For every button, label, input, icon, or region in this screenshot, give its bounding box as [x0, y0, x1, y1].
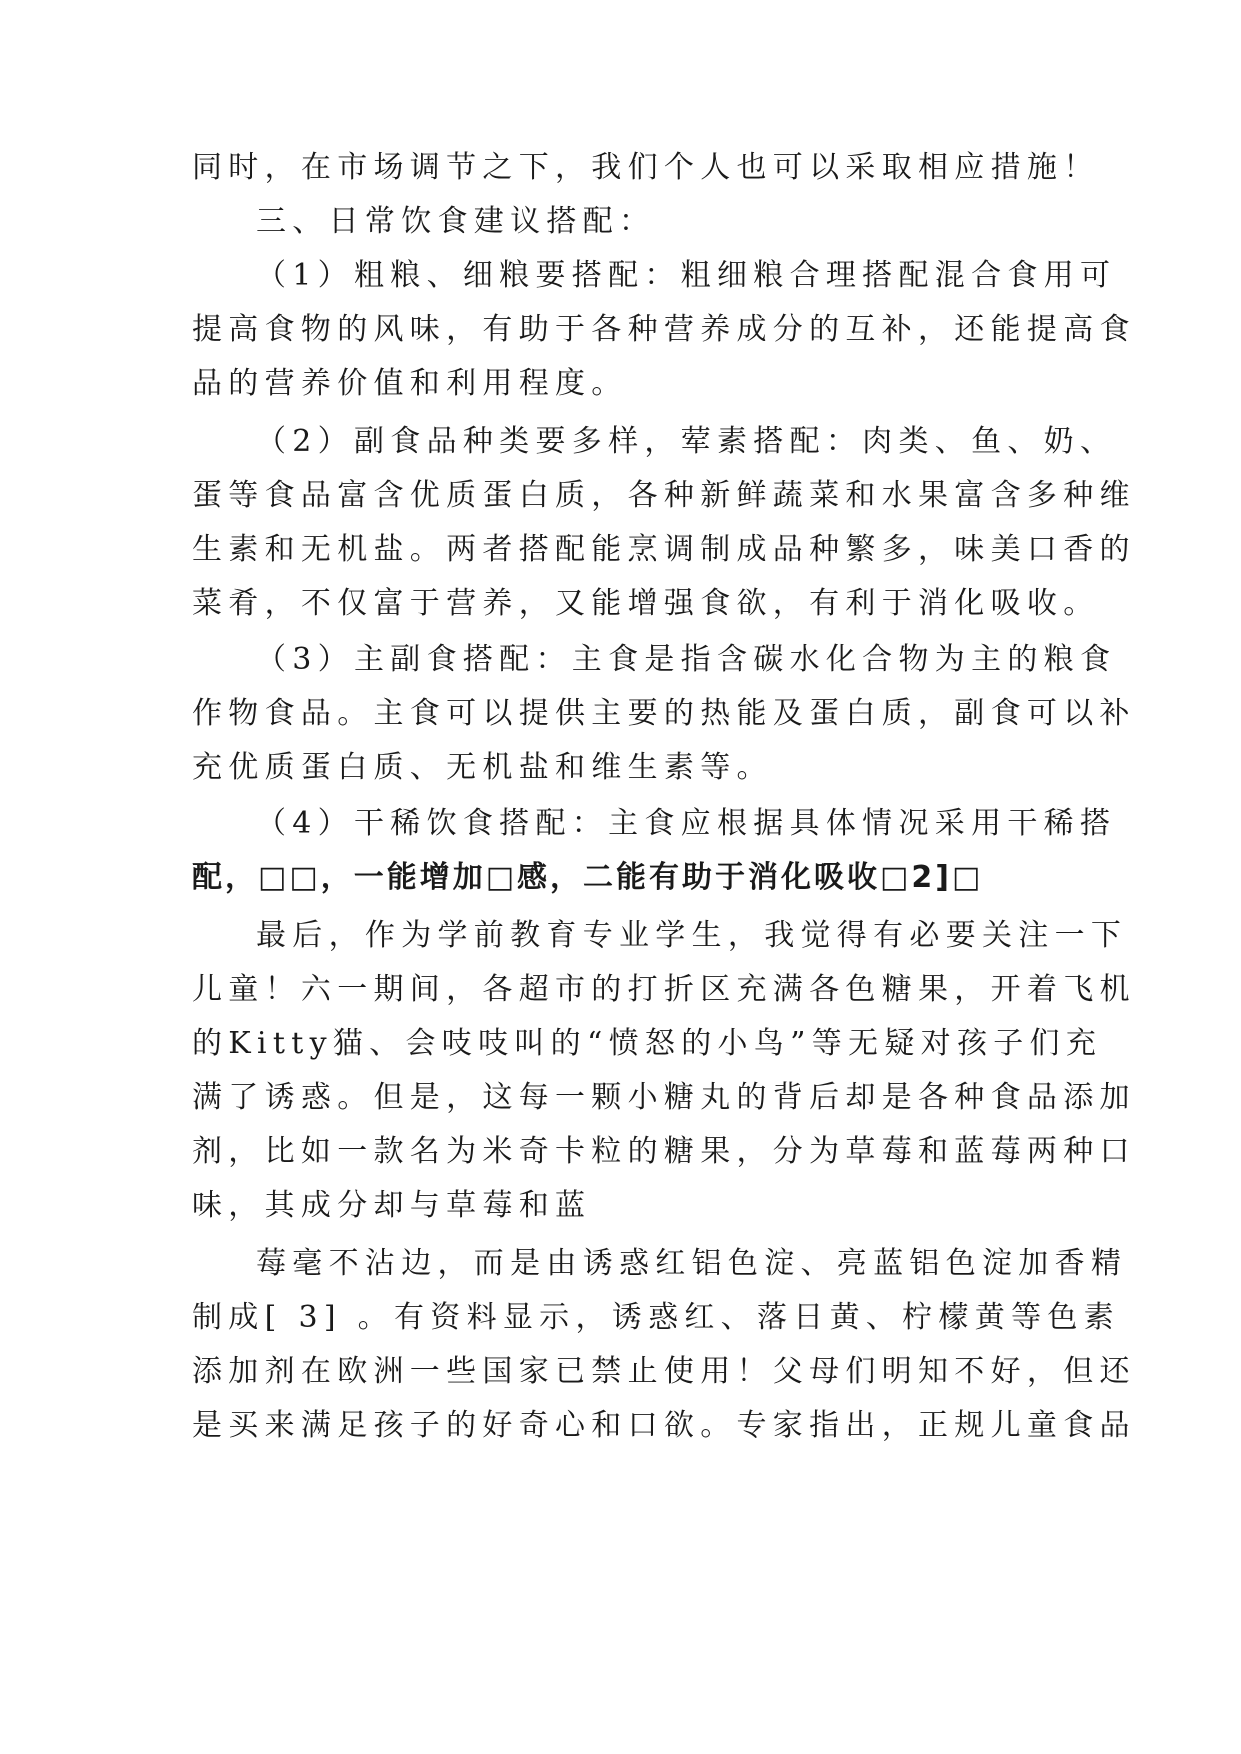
text-line: 添加剂在欧洲一些国家已禁止使用！父母们明知不好，但还 [192, 1354, 1136, 1389]
text-line: 充优质蛋白质、无机盐和维生素等。 [192, 750, 773, 785]
text-line: 最后，作为学前教育专业学生，我觉得有必要关注一下 [256, 918, 1128, 953]
text-line: 生素和无机盐。两者搭配能烹调制成品种繁多，味美口香的 [192, 532, 1136, 567]
text-line: （1）粗粮、细粮要搭配：粗细粮合理搭配混合食用可 [256, 258, 1117, 293]
text-line-garbled: 配，□□，一能增加□感，二能有助于消化吸收□2]□ [192, 860, 984, 895]
text-line: 菜肴，不仅富于营养，又能增强食欲，有利于消化吸收。 [192, 586, 1100, 621]
text-line: 的Kitty猫、会吱吱叫的“愤怒的小鸟”等无疑对孩子们充 [192, 1026, 1103, 1061]
text-line: 蛋等食品富含优质蛋白质，各种新鲜蔬菜和水果富含多种维 [192, 478, 1136, 513]
text-line: 是买来满足孩子的好奇心和口欲。专家指出，正规儿童食品 [192, 1408, 1136, 1443]
text-line: （3）主副食搭配：主食是指含碳水化合物为主的粮食 [256, 642, 1117, 677]
section-heading: 三、日常饮食建议搭配： [256, 204, 656, 239]
text-line: （4）干稀饮食搭配：主食应根据具体情况采用干稀搭 [256, 806, 1117, 841]
text-line: 剂，比如一款名为米奇卡粒的糖果，分为草莓和蓝莓两种口 [192, 1134, 1136, 1169]
text-line: 同时，在市场调节之下，我们个人也可以采取相应措施！ [192, 150, 1100, 185]
text-line: 味，其成分却与草莓和蓝 [192, 1188, 592, 1223]
text-line: 制成[ 3] 。有资料显示，诱惑红、落日黄、柠檬黄等色素 [192, 1300, 1120, 1335]
text-line: 品的营养价值和利用程度。 [192, 366, 628, 401]
text-line: 儿童！六一期间，各超市的打折区充满各色糖果，开着飞机 [192, 972, 1136, 1007]
text-line: 作物食品。主食可以提供主要的热能及蛋白质，副食可以补 [192, 696, 1136, 731]
text-line: 提高食物的风味，有助于各种营养成分的互补，还能提高食 [192, 312, 1136, 347]
text-line: 莓毫不沾边，而是由诱惑红铝色淀、亮蓝铝色淀加香精 [256, 1246, 1128, 1281]
text-line: （2）副食品种类要多样，荤素搭配：肉类、鱼、奶、 [256, 424, 1117, 459]
text-line: 满了诱惑。但是，这每一颗小糖丸的背后却是各种食品添加 [192, 1080, 1136, 1115]
